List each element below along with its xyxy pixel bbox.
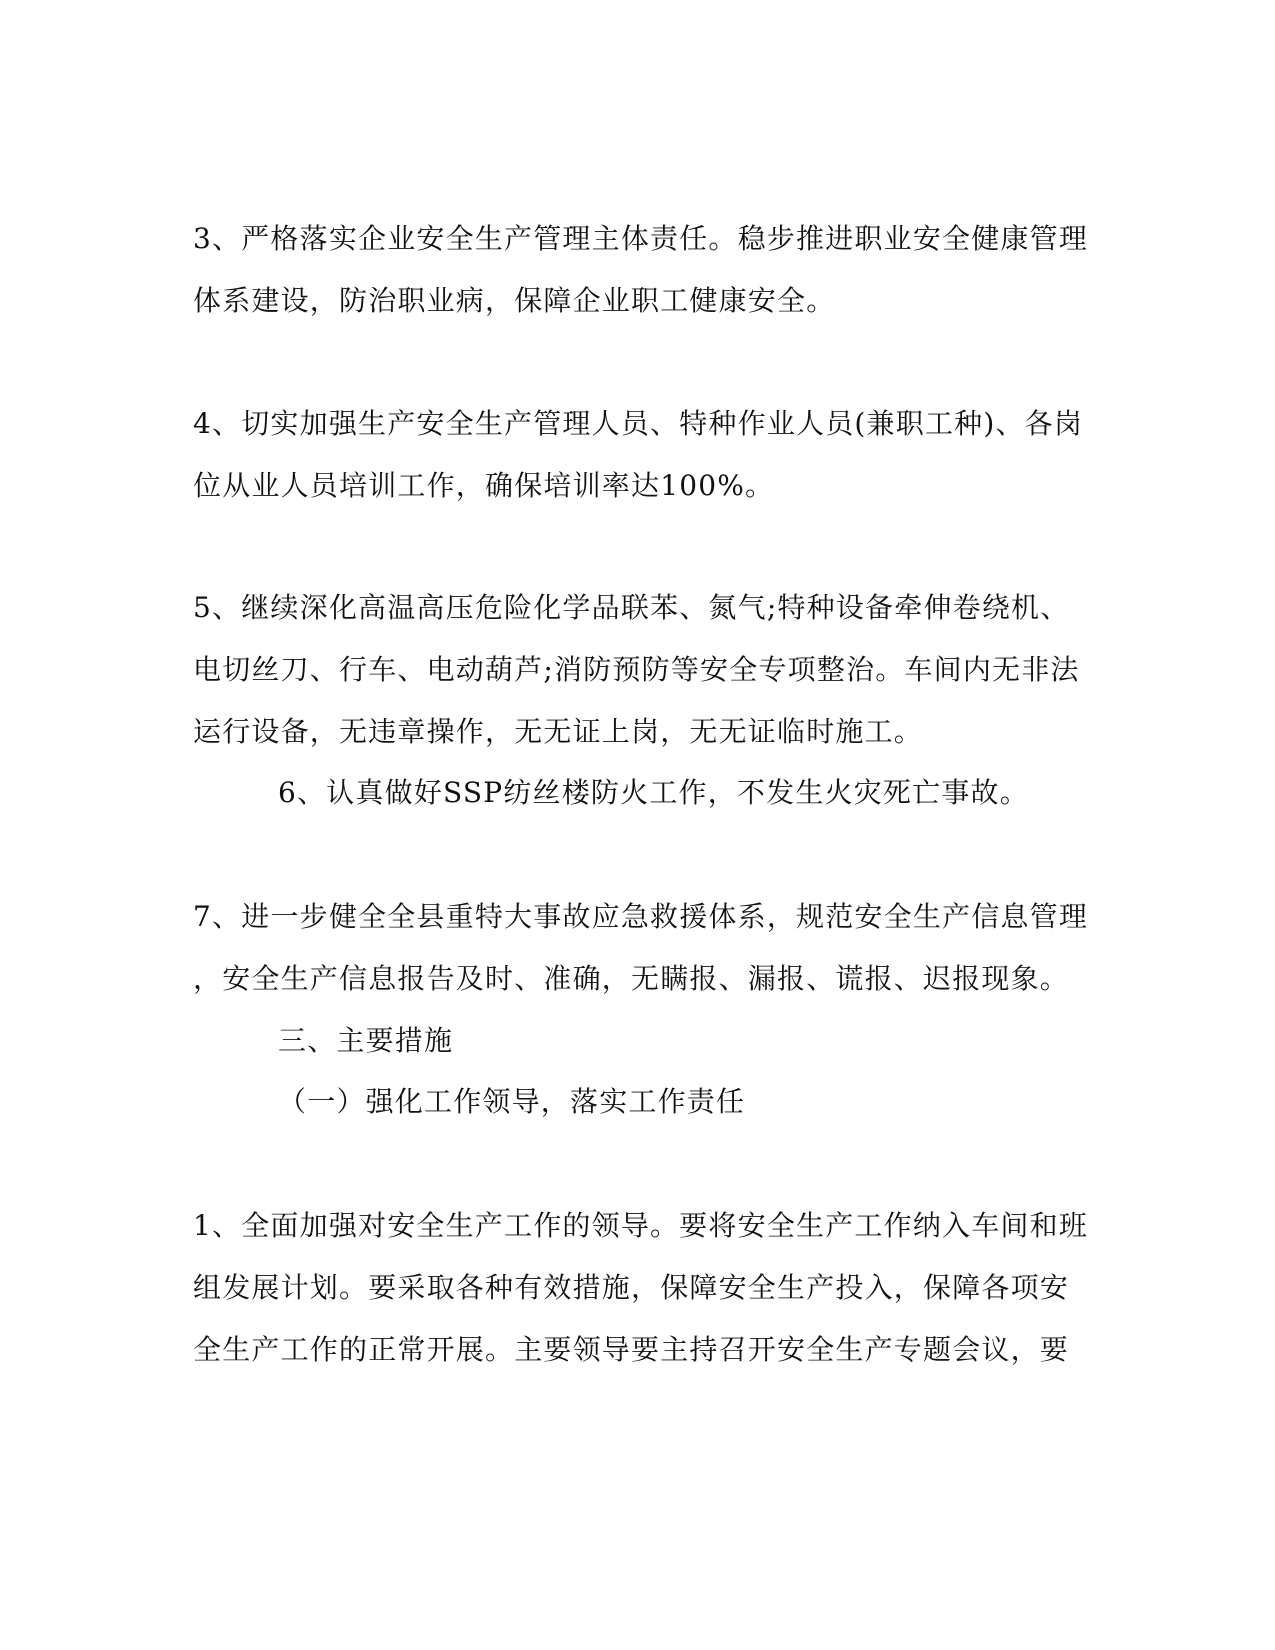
paragraph-1-line-2: 组发展计划。要采取各种有效措施，保障安全生产投入，保障各项安 [193,1271,1070,1304]
section-heading-main-measures: 三、主要措施 [278,1024,454,1057]
paragraph-5-line-1: 5、继续深化高温高压危险化学品联苯、氮气;特种设备牵伸卷绕机、 [193,591,1070,624]
paragraph-4-line-2: 位从业人员培训工作，确保培训率达100%。 [193,469,775,502]
paragraph-5-line-3: 运行设备，无违章操作，无无证上岗，无无证临时施工。 [193,715,924,748]
paragraph-1-line-1: 1、全面加强对安全生产工作的领导。要将安全生产工作纳入车间和班 [193,1209,1089,1242]
paragraph-4-line-1: 4、切实加强生产安全生产管理人员、特种作业人员(兼职工种)、各岗 [193,407,1084,440]
subsection-heading-1: （一）强化工作领导，落实工作责任 [278,1085,746,1118]
paragraph-3-line-2: 体系建设，防治职业病，保障企业职工健康安全。 [193,284,836,317]
paragraph-6: 6、认真做好SSP纺丝楼防火工作，不发生火灾死亡事故。 [278,776,1029,809]
paragraph-3-line-1: 3、严格落实企业安全生产管理主体责任。稳步推进职业安全健康管理 [193,222,1089,255]
paragraph-7-line-1: 7、进一步健全全县重特大事故应急救援体系，规范安全生产信息管理 [193,900,1089,933]
paragraph-5-line-2: 电切丝刀、行车、电动葫芦;消防预防等安全专项整治。车间内无非法 [193,653,1080,686]
paragraph-1-line-3: 全生产工作的正常开展。主要领导要主持召开安全生产专题会议，要 [193,1333,1070,1366]
paragraph-7-line-2: ，安全生产信息报告及时、准确，无瞒报、漏报、谎报、迟报现象。 [193,962,1070,995]
